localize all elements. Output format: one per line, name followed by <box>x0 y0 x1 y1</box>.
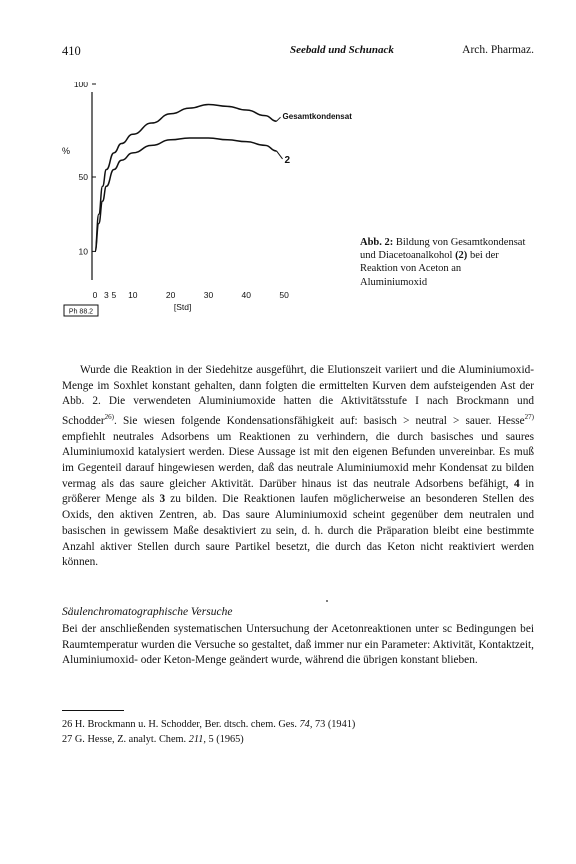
x-tick-label: 0 <box>92 290 98 300</box>
stray-mark <box>326 600 328 602</box>
footnote-27 <box>62 732 534 747</box>
figure-badge-text: Ph 88.2 <box>68 308 94 316</box>
chart-labels <box>62 82 352 316</box>
citation-26: 26) <box>104 413 115 422</box>
p1-text-e: zu bilden. Die Reaktionen laufen möglicherweise an besonderen Stellen des Oxids, den aktiven Zentren, ab. Das saure Aluminiumoxid scheint gegenüber dem neutralen und basischen in gewissem Maße desaktiviert zu sein, d. h. durch die Präparation bleibt eine bestimmte Anzahl aktiver Stellen durch saure Partikel besetzt, die durch das Keton nicht reaktiviert werden können. <box>62 493 535 569</box>
fn27-text-a: 27 G. Hesse, Z. analyt. Chem. <box>62 734 187 745</box>
x-tick-label: 10 <box>128 290 138 300</box>
fn26-text-a: 26 H. Brockmann u. H. Schodder, Ber. dtsch. chem. Ges. <box>62 719 297 730</box>
footnote-rule <box>62 710 124 711</box>
running-header <box>62 44 534 60</box>
y-axis-label: % <box>62 146 71 156</box>
caption-text-b: bei der Reaktion von Aceton an Aluminiumoxid <box>360 250 499 288</box>
footnotes <box>62 717 534 747</box>
p2-text: Bei der anschließenden systematischen Untersuchung der Acetonreaktionen unter sc Bedingungen bei Raumtemperatur wurden die Versuche so gestaltet, daß immer nur ein Parameter: Aktivität, Kontaktzeit, Aluminiumoxid- oder Keton-Menge geändert wurde, während die übrigen konstant blieben. <box>62 623 534 667</box>
compound-4: 4 <box>514 477 520 490</box>
x-tick-label: 20 <box>165 290 176 300</box>
series-line-1 <box>95 104 277 251</box>
series-label-2: 2 <box>284 154 291 166</box>
x-tick-label: 40 <box>241 290 252 300</box>
x-axis-label: [Std] <box>173 302 192 312</box>
x-tick-label: 5 <box>111 290 117 300</box>
p1-text-d: in größerer Menge als <box>62 477 534 506</box>
footnote-26 <box>62 717 534 732</box>
section-title: Säulenchromatographische Versuche <box>62 606 233 618</box>
compound-3: 3 <box>159 493 166 506</box>
figure-chart <box>40 82 380 332</box>
page-number: 410 <box>62 44 81 58</box>
body-paragraph-2 <box>62 622 534 669</box>
figure-caption <box>360 236 530 289</box>
fn27-volume: 211, <box>188 734 206 745</box>
y-tick-label: 50 <box>78 172 88 182</box>
p1-text-a: Wurde die Reaktion in der Siedehitze ausgeführt, die Elutionszeit variiert und die Aluminiumoxid-Menge im Soxhlet konstant gehalten, dann folgten die ermittelten Kurven dem aufsteigenden Ast der Abb. 2. Die verwendeten Aluminiumoxide hatten die Aktivitätsstufe I nach Brockmann und Schodder <box>62 364 534 427</box>
x-tick-label: 50 <box>279 290 289 300</box>
y-tick-label: 10 <box>78 246 88 257</box>
series-label-1: Gesamtkondensat <box>282 112 352 122</box>
y-tick-label: 100 <box>73 82 88 89</box>
series-leader-1 <box>277 117 281 121</box>
citation-27: 27) <box>524 413 534 422</box>
caption-label: Abb. 2: <box>360 237 394 248</box>
series-line-2 <box>95 138 277 251</box>
journal-name: Arch. Pharmaz. <box>462 44 534 56</box>
x-tick-label: 30 <box>203 290 214 300</box>
p1-text-b: . Sie wiesen folgende Kondensationsfähigkeit auf: basisch > neutral > sauer. Hesse <box>114 414 525 427</box>
caption-ref: (2) <box>455 250 468 262</box>
series-leader-2 <box>277 151 283 159</box>
fn26-text-b: 73 (1941) <box>314 719 356 730</box>
x-tick-label: 3 <box>103 290 109 300</box>
p1-text-c: empfiehlt neutrales Adsorbens um Reaktionen zu verhindern, die durch basisches und saures Aluminiumoxid katalysiert werden. Diese Aussage ist mit den eigenen Befunden unvereinbar. Es muß im Gegenteil darauf hingewiesen werden, daß das neutrale Aluminiumoxid mehr Kondensat zu bilden vermag als das saure gleicher Aktivität. Darüber hinaus ist das neutrale Adsorbens befähigt, <box>62 430 534 490</box>
body-paragraph-1 <box>62 363 534 571</box>
running-authors: Seebald und Schunack <box>290 44 394 56</box>
chart-series-layer <box>95 104 283 251</box>
caption-text-a: Bildung von Gesamtkondensat und Diacetoanalkohol <box>360 237 526 262</box>
fn26-volume: 74, <box>299 719 313 730</box>
fn27-text-b: 5 (1965) <box>208 734 244 745</box>
